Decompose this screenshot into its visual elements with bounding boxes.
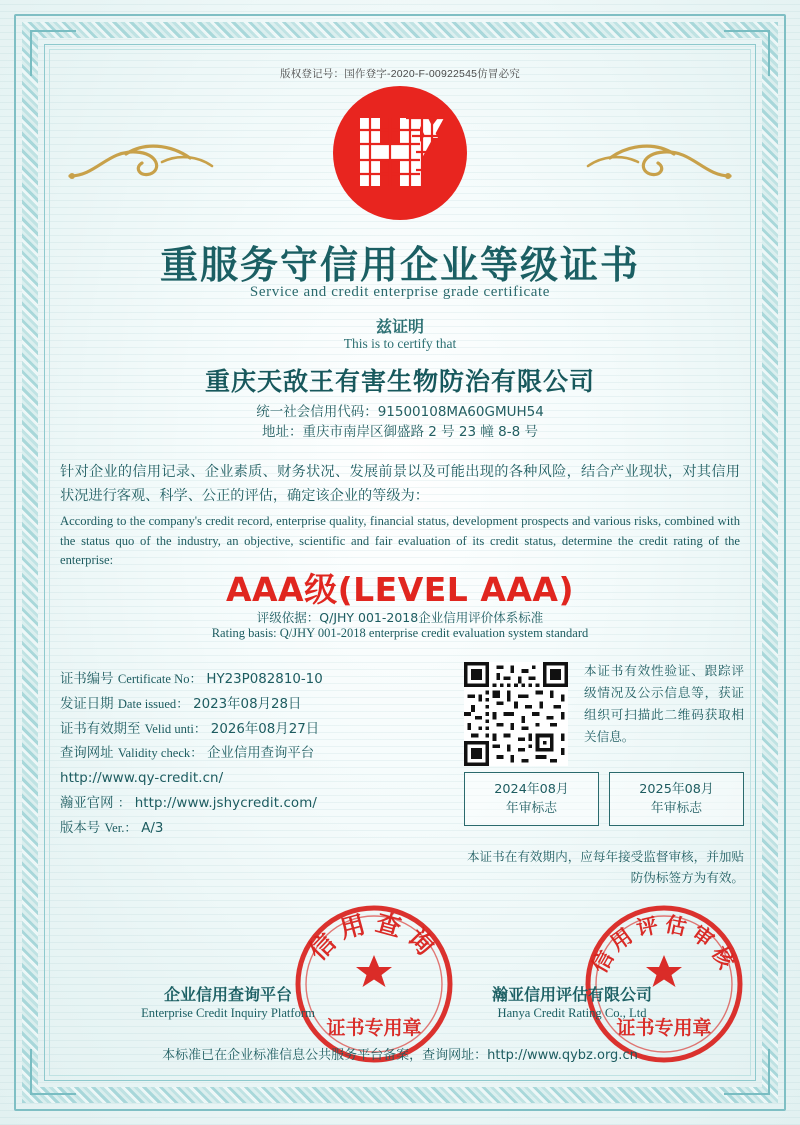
validity-check-label-cn: 查询网址 xyxy=(60,746,114,762)
company-address: 地址：重庆市南岸区御盛路 2 号 23 幢 8-8 号 xyxy=(261,424,539,440)
org-left-cn: 企业信用查询平台 xyxy=(163,985,292,1004)
certificate-title-en: Service and credit enterprise grade certificate xyxy=(249,284,551,300)
evaluation-paragraph xyxy=(60,460,740,571)
certificate-details xyxy=(60,668,460,842)
official-site-label-cn: 瀚亚官网 xyxy=(60,795,114,811)
detail-issue-date xyxy=(60,693,460,718)
annual-mark-2024-year: 2024年08月 xyxy=(494,782,569,797)
annual-mark-2024-label: 年审标志 xyxy=(505,801,558,817)
qr-code[interactable] xyxy=(464,662,568,766)
valid-until-value: 2026年08月27日 xyxy=(210,721,320,737)
hy-logo-icon xyxy=(333,86,467,220)
issuing-organizations-cn xyxy=(56,982,744,1005)
certify-label-cn: 兹证明 xyxy=(375,317,424,336)
cert-no-value: HY23P082810-10 xyxy=(206,672,323,687)
org-right-cn: 瀚亚信用评估有限公司 xyxy=(491,985,652,1004)
issue-date-label-cn: 发证日期 xyxy=(60,696,114,712)
certificate-title-cn: 重服务守信用企业等级证书 xyxy=(159,243,640,287)
annual-mark-2024 xyxy=(464,772,599,826)
annual-supervision-note: 本证书在有效期内，应每年接受监督审核，并加贴防伪标签方为有效。 xyxy=(466,849,744,886)
stamp-right-bottom-text: 证书专用章 xyxy=(616,1017,712,1039)
org-left-en: Enterprise Credit Inquiry Platform xyxy=(141,1006,315,1020)
qr-instruction-note: 本证书有效性验证、跟踪评级情况及公示信息等，获证组织可扫描此二维码获取相关信息。 xyxy=(584,663,744,745)
rating-basis-en: Rating basis: Q/JHY 001-2018 enterprise credit evaluation system standard xyxy=(211,626,589,640)
version-label-cn: 版本号 xyxy=(60,820,101,836)
rating-basis-cn: 评级依据：Q/JHY 001-2018企业信用评价体系标准 xyxy=(256,610,544,625)
detail-validity-check xyxy=(60,742,460,767)
logo-area xyxy=(56,86,744,226)
cert-no-label-cn: 证书编号 xyxy=(60,672,114,687)
copyright-registration-note: 版权登记号：国作登字-2020-F-00922545仿冒必究 xyxy=(280,68,520,80)
annual-mark-2025-year: 2025年08月 xyxy=(639,782,714,797)
company-name: 重庆天敌王有害生物防治有限公司 xyxy=(204,367,595,396)
footer-filing-note: 本标准已在企业标准信息公共服务平台备案，查询网址：http://www.qybz.org.cn xyxy=(162,1048,638,1063)
stamp-left-bottom-text: 证书专用章 xyxy=(326,1017,422,1039)
certificate-content xyxy=(56,56,744,1069)
issuing-organizations-en xyxy=(56,1006,744,1021)
validity-check-value: 企业信用查询平台 xyxy=(207,746,315,762)
flourish-ornament-right xyxy=(544,132,734,192)
validity-check-label-en: Validity check： xyxy=(117,746,203,761)
evaluation-paragraph-en: According to the company's credit record, enterprise quality, financial status, development prospects and various risks, combined with the status quo of the industry, an objective, scientific and fair evaluation of its credit status, determine the credit rating of the enterprise: xyxy=(60,514,740,568)
unified-social-credit-code: 统一社会信用代码：91500108MA60GMUH54 xyxy=(256,404,544,420)
svg-text:信用评估审核: 信用评估审核 xyxy=(587,912,741,977)
valid-until-label-cn: 证书有效期至 xyxy=(60,721,141,737)
cert-no-label-en: Certificate No： xyxy=(117,672,203,686)
official-site-url[interactable]: http://www.jshycredit.com/ xyxy=(134,795,317,811)
svg-text:信用查询: 信用查询 xyxy=(303,907,445,966)
credit-rating-level: AAA级(LEVEL AAA) xyxy=(225,570,575,609)
detail-version xyxy=(60,817,460,842)
issue-date-value: 2023年08月28日 xyxy=(193,696,302,712)
flourish-ornament-left xyxy=(66,132,256,192)
certify-label-en: This is to certify that xyxy=(343,336,457,351)
annual-mark-2025 xyxy=(609,772,744,826)
detail-official-site: 瀚亚官网 ： http://www.jshycredit.com/ xyxy=(60,795,317,811)
valid-until-label-en: Velid unti： xyxy=(144,721,207,736)
evaluation-paragraph-cn: 针对企业的信用记录、企业素质、财务状况、发展前景以及可能出现的各种风险，结合产业现状，对其信用状况进行客观、科学、公正的评估，确定该企业的等级为： xyxy=(60,464,740,505)
detail-certificate-number xyxy=(60,668,460,693)
annual-inspection-boxes xyxy=(464,772,744,826)
validity-check-url[interactable]: http://www.qy-credit.cn/ xyxy=(60,771,224,787)
version-value: A/3 xyxy=(141,820,164,836)
version-label-en: Ver.： xyxy=(104,820,137,835)
annual-mark-2025-label: 年审标志 xyxy=(650,801,703,817)
detail-valid-until xyxy=(60,718,460,743)
org-right-en: Hanya Credit Rating Co., Ltd xyxy=(497,1006,647,1020)
issue-date-label-en: Date issued： xyxy=(117,696,189,711)
